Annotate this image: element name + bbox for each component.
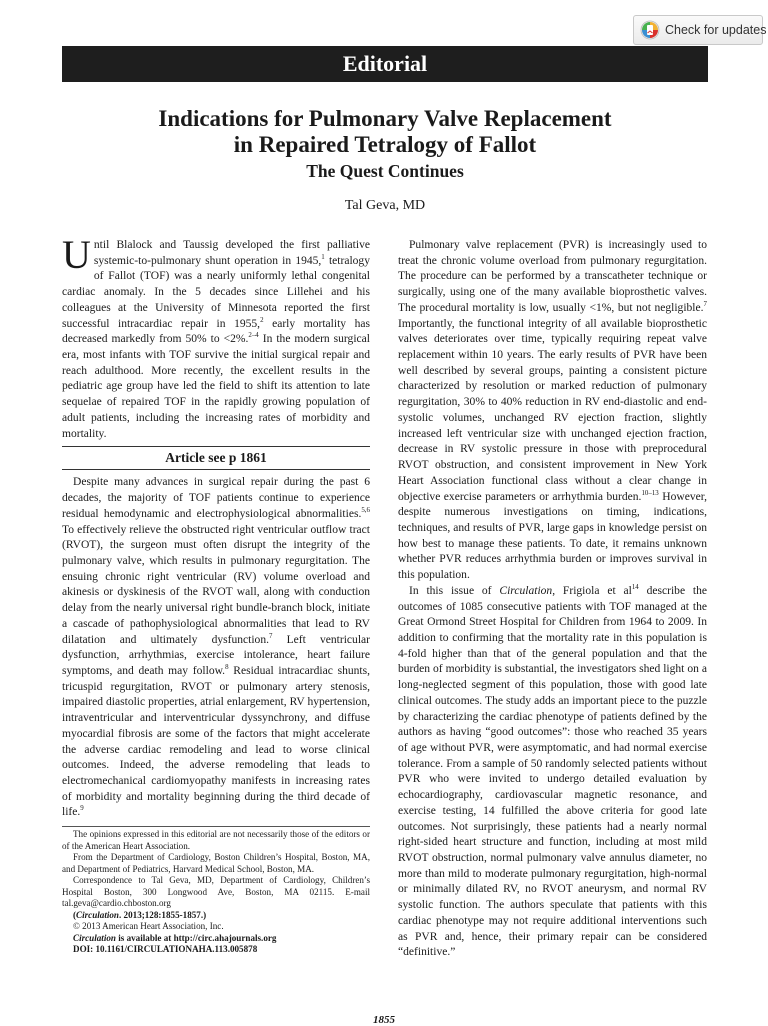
footnote-copyright: © 2013 American Heart Association, Inc.: [73, 921, 224, 931]
article-see-link[interactable]: Article see p 1861: [62, 446, 370, 470]
article-title-line-1: Indications for Pulmonary Valve Replacement: [158, 106, 612, 131]
right-column: [398, 238, 707, 961]
reference-marker: 8: [225, 664, 229, 672]
body-paragraph: Pulmonary valve replacement (PVR) is increasingly used to treat the chronic volume overload from pulmonary regurgitation. The procedure can be performed by a transcatheter technique or surgically, using one of the many available bioprosthetic valves. The procedural mortality is low, usually <1%, but not negligible.$^7$ Importantly, the functional integrity of all available bioprosthetic valves deteriorates over time, typically requiring repeat valve replacement within 10 years. The early results of PVR have been well described by several groups, painting a consistent picture characterized by resolution or marked reduction of pulmonary regurgitation, 30% to 40% reduction in RV end-diastolic and end-systolic volumes, unchanged RV ejection fraction, slightly increased left ventricular size with unchanged ejection fraction, decrease in RV systolic pressure in those with preprocedural RVOT obstruction, and consistent improvement in New York Heart Association functional class without a clear change in objective exercise parameters or arrhythmia burden.$^{10-13}$ However, despite numerous investigations on timing, indications, techniques, and results of PVR, large gaps in knowledge persist on how best to manage these patients. To date, it remains unknown whether PVR reduces arrhythmia burden or improves survival in this population.: [398, 239, 707, 582]
article-subtitle: The Quest Continues: [306, 161, 464, 181]
intro-paragraph: Until Blalock and Taussig developed the first palliative systemic-to-pulmonary shunt operation in 1945,$^1$ tetralogy of Fallot (TOF) was a nearly uniformly lethal congenital cardiac anomaly. In the 5 decades since Lillehei and his colleagues at the University of Minnesota reported the first successful intracardiac repair in 1955,$^2$ early mortality has decreased markedly from 50% to <2%.$^{2-4}$ In the modern surgical era, most infants with TOF survive the initial surgical repair and reach adulthood. More recently, the excellent results in the pediatric age group have led the field to shift its attention to late sequelae of repaired TOF in the rapidly growing population of adult patients, including the increasing rates of morbidity and mortality.: [62, 232, 371, 440]
reference-marker: 1: [321, 253, 325, 261]
reference-marker: 10–13: [641, 489, 659, 497]
reference-marker: 9: [80, 805, 84, 813]
footnote-disclaimer: The opinions expressed in this editorial are not necessarily those of the editors or of the American Heart Association.: [62, 829, 370, 851]
drop-cap: U: [62, 232, 91, 277]
footnote-availability: Circulation is available at http://circ.ahajournals.org: [73, 932, 277, 943]
left-column: [62, 232, 371, 821]
check-for-updates-label: Check for updates: [665, 23, 767, 37]
article-title-line-2: in Repaired Tetralogy of Fallot: [233, 132, 537, 157]
reference-marker: 14: [631, 583, 639, 591]
footnote-doi[interactable]: DOI: 10.1161/CIRCULATIONAHA.113.005878: [73, 944, 258, 954]
article-title: [62, 106, 708, 158]
reference-marker: 2: [260, 316, 264, 324]
reference-marker: 5,6: [361, 506, 370, 514]
footnotes: [62, 826, 370, 956]
body-paragraph: In this issue of Circulation, Frigiola et $al^{14}$ describe the outcomes of 1085 consecutive patients with TOF managed at the Great Ormond Street Hospital for Children from 1964 to 2009. In addition to confirming that the mortality rate in this population is 4-fold higher than that of the general population and that the burden of morbidity is substantial, the investigators shed light on a long-neglected segment of this population, those with good late clinical outcomes. The study adds an important piece to the puzzle by characterizing the cardiac phenotype of patients defined by the authors as having “good outcomes”: those who reached 35 years of age without PVR, were asymptomatic, and had normal exercise tolerance. From a sample of 50 randomly selected patients without PVR who were invited to undergo detailed evaluation by echocardiography, cardiovascular magnetic resonance, and exercise testing, 14 fulfilled the above criteria for good late outcomes. Not surprisingly, these patients had a nearly normal right-sided heart structure and function, including at most mild RVOT obstruction, normal pulmonary valve annulus diameter, no more than mild to moderate pulmonary regurgitation, high-normal or minimally dilated RV, no RVOT aneurysm, and normal RV systolic function. The authors speculate that patients with this cardiac phenotype may not require additional interventions such as PVR and, hence, their primary repair can be considered “definitive.”: [398, 583, 708, 959]
page-number: 1855: [373, 1014, 395, 1026]
footnote-correspondence: Correspondence to Tal Geva, MD, Department of Cardiology, Children’s Hospital Boston, 300 Longwood Ave, Boston, MA 02115. E-mail tal.geva@cardio.chboston.org: [62, 875, 370, 908]
footnote-affiliation: From the Department of Cardiology, Boston Children’s Hospital, Boston, MA, and Department of Pediatrics, Harvard Medical School, Boston, MA.: [62, 852, 370, 874]
reference-marker: 2–4: [248, 332, 259, 340]
footnote-citation: (Circulation. 2013;128:1855-1857.): [73, 909, 207, 920]
reference-marker: 7: [268, 632, 273, 640]
journal-name: Circulation: [499, 584, 553, 597]
crossmark-icon: [640, 20, 660, 40]
section-banner: Editorial: [62, 46, 708, 82]
body-paragraph: Despite many advances in surgical repair during the past 6 decades, the majority of TOF patients continue to experience residual hemodynamic and electrophysiological abnormalities.$^{5,6}$ To effectively relieve the obstructed right ventricular outflow tract (RVOT), the surgeon must often disrupt the integrity of the pulmonary valve, which results in pulmonary regurgitation. The ensuing chronic right ventricular (RV) volume overload and akinesis or dyskinesis of the RVOT wall, along with conduction delay from the nearly universal right bundle-branch block, initiate a cascade of pathophysiological abnormalities that lead to RV dilatation and ultimately dysfunction.$^7$ Left ventricular dysfunction, arrhythmias, exercise intolerance, heart failure symptoms, and death may follow.$^8$ Residual intracardiac shunts, tricuspid regurgitation, RVOT or pulmonary artery stenosis, impaired diastolic properties, atrial enlargement, RV hypertension, intraventricular and interventricular dyssynchrony, and diffuse myocardial fibrosis are some of the factors that might accelerate the adverse cardiac remodeling and lead to worse clinical outcomes. Indeed, the adverse remodeling that leads to electromechanical cardiomyopathy manifests in increasing rates of morbidity and mortality beginning during the third decade of life.$^9$: [62, 476, 371, 819]
check-for-updates-button[interactable]: [633, 15, 767, 45]
author-byline: Tal Geva, MD: [344, 198, 426, 213]
reference-marker: 7: [703, 301, 707, 309]
